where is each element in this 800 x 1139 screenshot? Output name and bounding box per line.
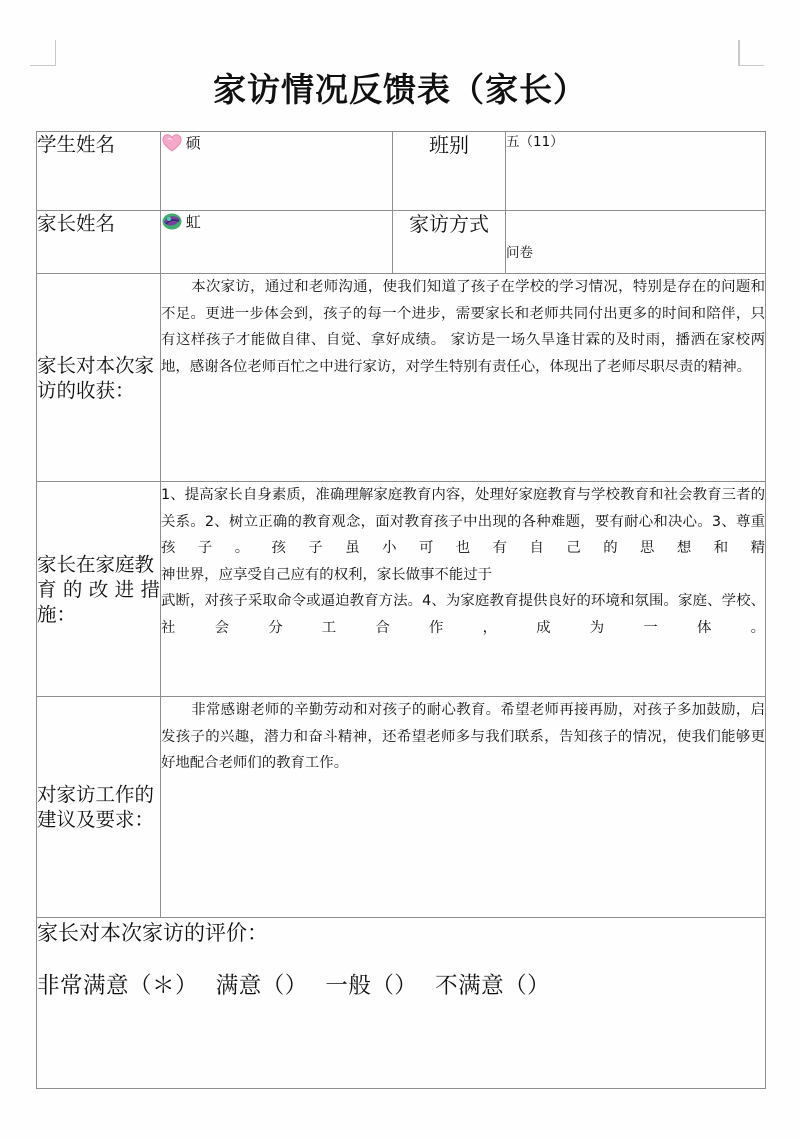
table-row-evaluation xyxy=(37,918,766,1089)
crop-mark-top-left-icon xyxy=(30,40,56,66)
evaluation-option-average-label: 一般 xyxy=(325,973,372,999)
class-value: 五（11） xyxy=(506,132,766,211)
table-row-measures xyxy=(37,482,766,697)
evaluation-option-unsatisfied-mark: （） xyxy=(504,973,551,999)
measures-label-line-2: 育的改进措 xyxy=(37,577,160,601)
measures-paragraph-3: 武断，对孩子采取命令或逼迫教育方法。4、为家庭教育提供良好的环境和氛围。家庭、学校、社会分工合作，成为一体。 xyxy=(161,593,765,636)
measures-label-line-3: 施： xyxy=(37,602,77,626)
parent-name-label: 家长姓名 xyxy=(37,211,161,274)
evaluation-option-average-mark: （） xyxy=(371,973,418,999)
student-name-value-cell xyxy=(161,132,393,211)
class-label: 班别 xyxy=(393,132,506,211)
evaluation-option-very-satisfied[interactable] xyxy=(37,973,198,999)
suggestions-label: 对家访工作的建议及要求： xyxy=(37,697,161,918)
evaluation-option-satisfied[interactable] xyxy=(216,973,308,999)
evaluation-title: 家长对本次家访的评价： xyxy=(37,921,268,945)
color-blob-sticker-icon xyxy=(161,212,183,231)
parent-name-text: 虹 xyxy=(185,213,201,231)
student-name-text: 硕 xyxy=(185,134,201,152)
measures-content xyxy=(161,482,766,697)
evaluation-option-unsatisfied-label: 不满意 xyxy=(435,973,505,999)
evaluation-option-very-satisfied-mark: （＊） xyxy=(129,973,199,999)
evaluation-option-satisfied-label: 满意 xyxy=(215,973,262,999)
evaluation-options xyxy=(37,970,765,1002)
gains-paragraph: 本次家访，通过和老师沟通，使我们知道了孩子在学校的学习情况，特别是存在的问题和不足。更进一步体会到，孩子的每一个进步，需要家长和老师共同付出更多的时间和陪伴，只有这样孩子才能做自律、自觉、拿好成绩。 家访是一场久旱逢甘霖的及时雨，播洒在家校两地，感谢各位老师百忙之中进行家访，对学生特别有责任心，体现出了老师尽职尽责的精神。 xyxy=(161,279,765,375)
gains-content xyxy=(161,274,766,482)
table-row-parent xyxy=(37,211,766,274)
parent-name-value-cell xyxy=(161,211,393,274)
gains-label: 家长对本次家访的收获： xyxy=(37,274,161,482)
page-title: 家访情况反馈表（家长） xyxy=(213,70,587,109)
evaluation-option-average[interactable] xyxy=(325,973,417,999)
measures-paragraph-2: 神世界，应享受自己应有的权利，家长做事不能过于 xyxy=(161,566,492,583)
crop-mark-top-right-icon xyxy=(738,40,764,66)
student-name-label: 学生姓名 xyxy=(37,132,161,211)
visit-method-value: 问卷 xyxy=(506,211,766,274)
table-row-suggestions xyxy=(37,697,766,918)
measures-label-line-1: 家长在家庭教 xyxy=(37,552,155,576)
measures-label xyxy=(37,482,161,697)
table-row-student xyxy=(37,132,766,211)
visit-method-label: 家访方式 xyxy=(393,211,506,274)
table-row-gains xyxy=(37,274,766,482)
evaluation-block xyxy=(37,918,766,1089)
evaluation-option-satisfied-mark: （） xyxy=(261,973,308,999)
measures-paragraph-1: 1、提高家长自身素质，准确理解家庭教育内容，处理好家庭教育与学校教育和社会教育三者的关系。2、树立正确的教育观念，面对教育孩子中出现的各种难题，要有耐心和决心。3、尊重孩子。孩子虽小可也有自己的思想和精 xyxy=(161,487,765,556)
pink-heart-sticker-icon xyxy=(161,133,183,152)
suggestions-content xyxy=(161,697,766,918)
evaluation-option-very-satisfied-label: 非常满意 xyxy=(37,973,130,999)
evaluation-option-unsatisfied[interactable] xyxy=(435,973,550,999)
suggestions-paragraph: 非常感谢老师的辛勤劳动和对孩子的耐心教育。希望老师再接再励，对孩子多加鼓励，启发孩子的兴趣，潜力和奋斗精神，还希望老师多与我们联系，告知孩子的情况，使我们能够更好地配合老师们的教育工作。 xyxy=(161,702,765,771)
home-visit-feedback-table xyxy=(36,131,766,1089)
